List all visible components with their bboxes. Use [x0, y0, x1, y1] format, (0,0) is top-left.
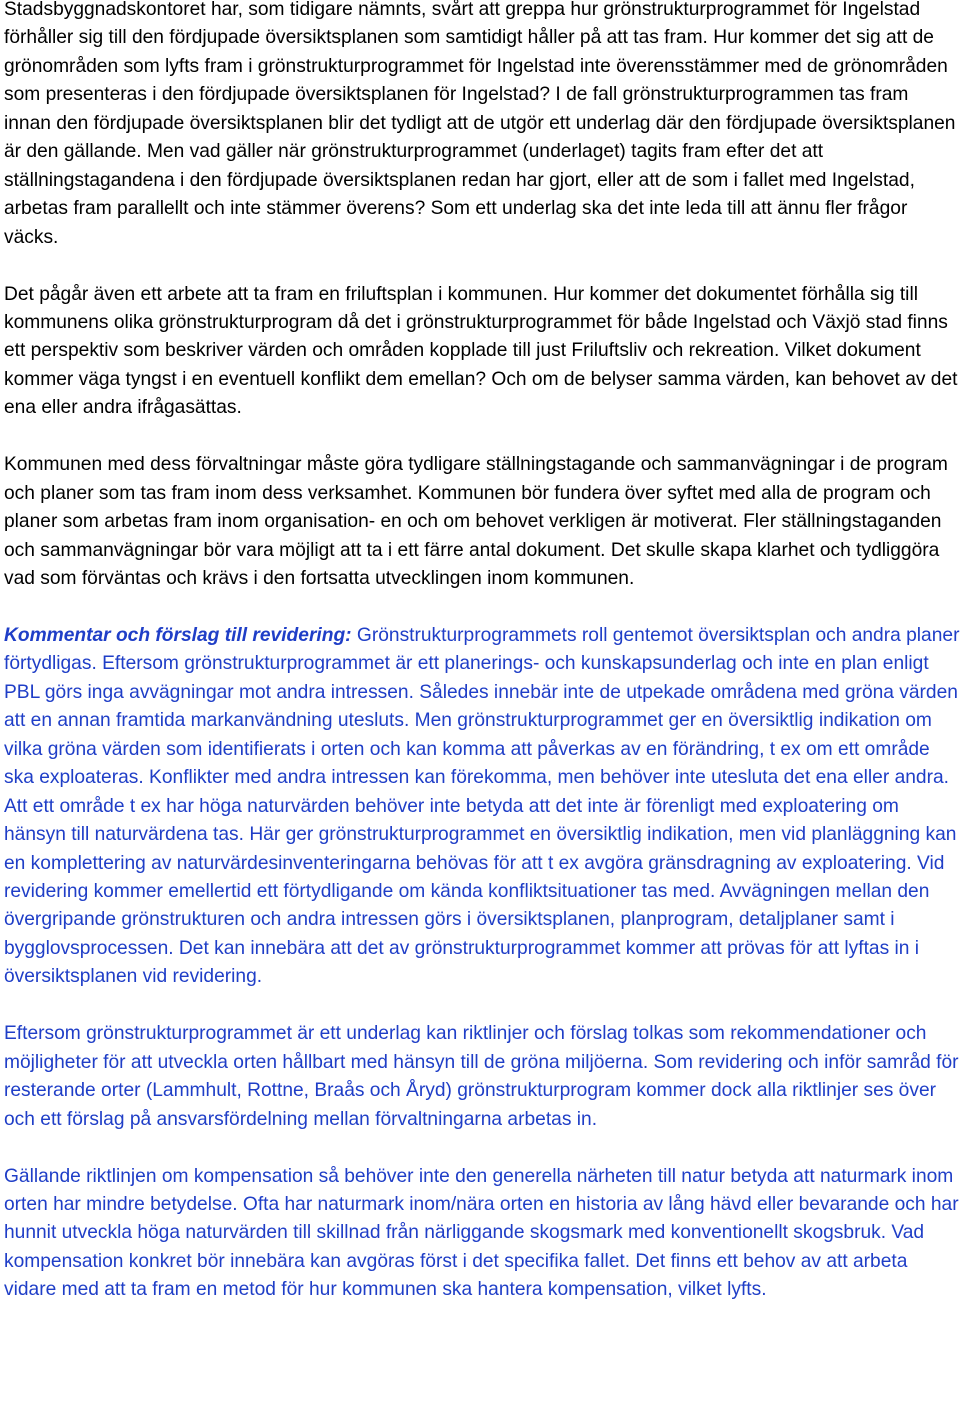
- paragraph-municipal-stance: Kommunen med dess förvaltningar måste göra tydligare ställningstagande och sammanvägningar i de program och planer som tas fram inom dess verksamhet. Kommunen bör fundera över syftet med alla de program och planer som arbetas fram inom organisation- en och om behovet verkligen är motiverat. Fler ställningstaganden och sammanvägningar bör vara möjligt att ta i ett färre antal dokument. Det skulle skapa klarhet och tydliggöra vad som förväntas och krävs i den fortsatta utvecklingen inom kommunen.: [4, 454, 948, 590]
- paragraph-outdoor-recreation-plan: Det pågår även ett arbete att ta fram en friluftsplan i kommunen. Hur kommer det dokumentet förhålla sig till kommunens olika grönstrukturprogram då det i grönstrukturprogrammet för både Ingelstad och Växjö stad finns ett perspektiv som beskriver värden och områden kopplade till just Friluftsliv och rekreation. Vilket dokument kommer väga tyngst i en eventuell konflikt dem emellan? Och om de belyser samma värden, kan behovet av det ena eller andra ifrågasättas.: [4, 283, 958, 419]
- paragraph-comment-revision: [4, 622, 960, 992]
- paragraph-guidelines-recommendations: Eftersom grönstrukturprogrammet är ett underlag kan riktlinjer och förslag tolkas som rekommendationer och möjligheter för att utveckla orten hållbart med hänsyn till de gröna miljöerna. Som revidering och inför samråd för resterande orter (Lammhult, Rottne, Braås och Åryd) grönstrukturprogram kommer dock alla riktlinjer ses över och ett förslag på ansvarsfördelning mellan förvaltningarna arbetas in.: [4, 1023, 959, 1130]
- paragraph-compensation: Gällande riktlinjen om kompensation så behöver inte den generella närheten till natur betyda att naturmark inom orten har mindre betydelse. Ofta har naturmark inom/nära orten en historia av lång hävd eller bevarande och har hunnit utveckla höga naturvärden till skillnad från närliggande skogsmark med konventionellt skogsbruk. Vad kompensation konkret bör innebära kan avgöras först i det specifika fallet. Det finns ett behov av att arbeta vidare med att ta fram en metod för hur kommunen ska hantera kompensation, vilket lyfts.: [4, 1165, 959, 1301]
- comment-text: Grönstrukturprogrammets roll gentemot översiktsplan och andra planer förtydligas. Eftersom grönstrukturprogrammet är ett planerings- och kunskapsunderlag och inte en plan enligt PBL görs inga avvägningar mot andra intressen. Således innebär inte de utpekade områdena med gröna värden att en annan framtida markanvändning utesluts. Men grönstrukturprogrammet ger en översiktlig indikation om vilka gröna värden som identifierats i orten och kan komma att påverkas av en förändring, t ex om ett område ska exploateras. Konflikter med andra intressen kan förekomma, men behöver inte utesluta det ena eller andra. Att ett område t ex har höga naturvärden behöver inte betyda att det inte är förenligt med exploatering om hänsyn till naturvärdena tas. Här ger grönstrukturprogrammet en översiktlig indikation, men vid planläggning kan en komplettering av naturvärdesinventeringarna behövas för att t ex avgöra gränsdragning av exploatering. Vid revidering kommer emellertid ett förtydligande om kända konfliktsituationer tas med. Avvägningen mellan den övergripande grönstrukturen och andra intressen görs i översiktsplanen, planprogram, detaljplaner samt i bygglovsprocessen. Det kan innebära att det av grönstrukturprogrammet kommer att prövas för att lyftas in i översiktsplanen vid revidering.: [4, 624, 960, 988]
- comment-label: Kommentar och förslag till revidering:: [4, 624, 352, 646]
- paragraph-greenstructure-vs-overview-plan: Stadsbyggnadskontoret har, som tidigare nämnts, svårt att greppa hur grönstrukturprogrammet för Ingelstad förhåller sig till den fördjupade översiktsplanen som samtidigt håller på att tas fram. Hur kommer det sig att de grönområden som lyfts fram i grönstrukturprogrammet för Ingelstad inte överensstämmer med de grönområden som presenteras i den fördjupade översiktsplanen för Ingelstad? I de fall grönstrukturprogrammen tas fram innan den fördjupade översiktsplanen blir det tydligt att de utgör ett underlag där den fördjupade översiktsplanen är den gällande. Men vad gäller när grönstrukturprogrammet (underlaget) tagits fram efter det att ställningstagandena i den fördjupade översiktsplanen redan har gjort, eller att de som i fallet med Ingelstad, arbetas fram parallellt och inte stämmer överens? Som ett underlag ska det inte leda till att ännu fler frågor väcks.: [4, 0, 956, 248]
- document-page: [4, 0, 960, 1333]
